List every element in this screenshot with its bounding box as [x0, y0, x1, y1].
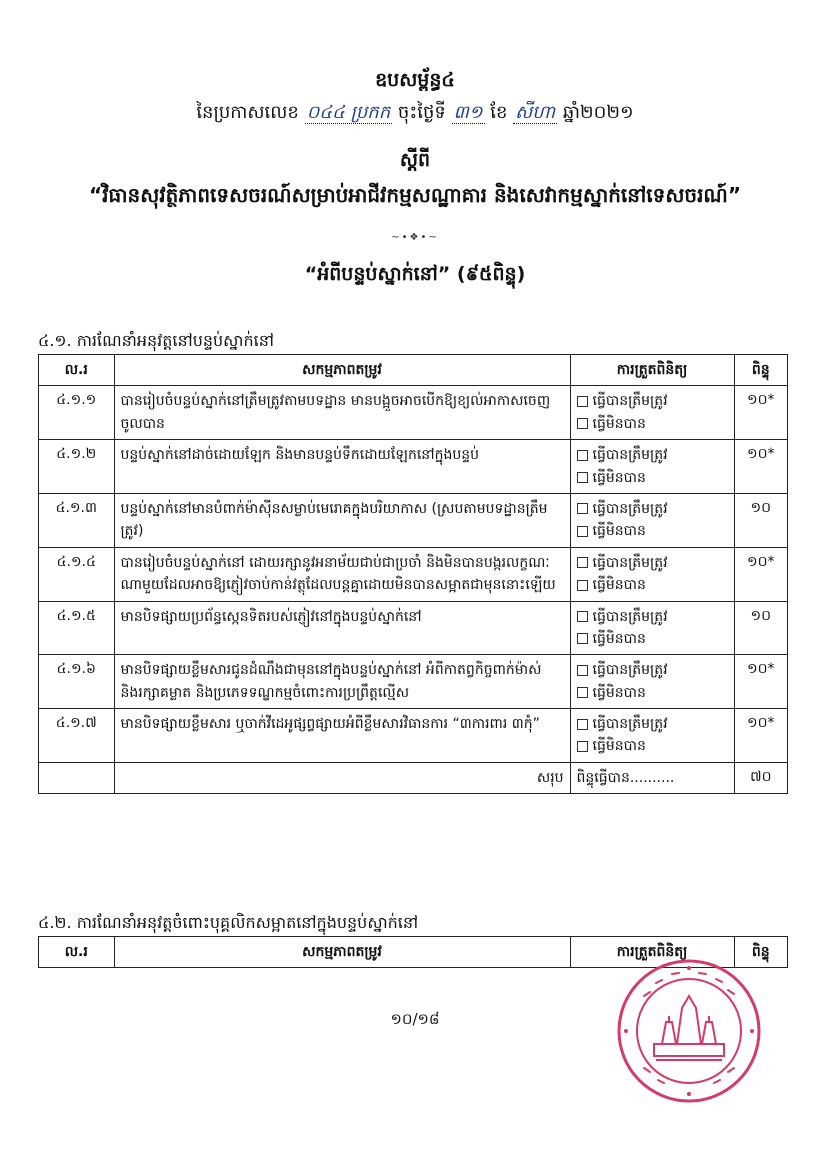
date-year: ឆ្នាំ២០២១ — [562, 102, 634, 123]
check-done[interactable] — [577, 659, 728, 681]
check-not-done[interactable] — [577, 413, 728, 435]
check-done[interactable] — [577, 444, 728, 466]
row-check — [570, 386, 734, 440]
date-month-prefix: ខែ — [490, 102, 508, 123]
section1-heading: ៤.១. ការណែនាំអនុវត្តនៅបន្ទប់ស្នាក់នៅ — [38, 331, 274, 350]
check-not-done-label: ធ្វើមិនបាន — [592, 684, 646, 701]
check-done-label: ធ្វើបានត្រឹមត្រូវ — [592, 608, 668, 625]
checkbox-icon[interactable] — [577, 396, 588, 407]
check-done[interactable] — [577, 606, 728, 628]
check-not-done[interactable] — [577, 467, 728, 489]
check-done-label: ធ្វើបានត្រឹមត្រូវ — [592, 447, 668, 464]
row-activity: បន្ទប់ស្នាក់នៅមានបំពាក់ម៉ាស៊ីនសម្លាប់មេរោគក្នុងបរិយាកាស (ស្របតាមបទដ្ឋានត្រឹមត្រូវ) — [114, 493, 570, 547]
row-points: ១០ — [734, 493, 787, 547]
col-activity: សកម្មភាពតម្រូវ — [114, 937, 570, 968]
row-number: ៤.១.២ — [39, 440, 115, 494]
row-points: ១០* — [734, 709, 787, 763]
row-activity: មានបិទផ្សាយខ្លឹមសារ ឬចាក់វីដេអូផ្សព្វផ្សាយអំពីខ្លឹមសារវិធានការ “៣ការពារ ៣កុំ” — [114, 709, 570, 763]
col-number: ល.រ — [39, 355, 115, 386]
table-row — [39, 655, 788, 709]
check-not-done-label: ធ្វើមិនបាន — [592, 415, 646, 432]
row-activity: មានបិទផ្សាយខ្លឹមសារជូនដំណឹងជាមុននៅក្នុងបន្ទប់ស្នាក់នៅ អំពីកាតព្វកិច្ចពាក់ម៉ាស់ និងរក្សាគម្លាត និងប្រភេទទណ្ឌកម្មចំពោះការប្រព្រឹត្តល្មើស — [114, 655, 570, 709]
ornament-divider: ~•❖•~ — [391, 232, 439, 243]
total-row — [39, 762, 788, 793]
checkbox-icon[interactable] — [577, 719, 588, 730]
check-not-done[interactable] — [577, 574, 728, 596]
row-activity: បន្ទប់ស្នាក់នៅដាច់ដោយឡែក និងមានបន្ទប់ទឹកដោយឡែកនៅក្នុងបន្ទប់ — [114, 440, 570, 494]
section1-table — [38, 354, 788, 794]
annex-title: ឧបសម្ព័ន្ធ៤ — [375, 69, 455, 91]
col-check: ការត្រួតពិនិត្យ — [570, 355, 734, 386]
row-number: ៤.១.១ — [39, 386, 115, 440]
check-done[interactable] — [577, 390, 728, 412]
col-points: ពិន្ទុ — [734, 937, 787, 968]
col-activity: សកម្មភាពតម្រូវ — [114, 355, 570, 386]
check-not-done-label: ធ្វើមិនបាន — [592, 577, 646, 594]
row-points: ១០* — [734, 547, 787, 601]
check-done-label: ធ្វើបានត្រឹមត្រូវ — [592, 554, 668, 571]
section2-heading: ៤.២. ការណែនាំអនុវត្តចំពោះបុគ្គលិកសម្អាតនៅក្នុងបន្ទប់ស្នាក់នៅ — [38, 913, 419, 932]
check-done[interactable] — [577, 713, 728, 735]
row-number: ៤.១.៣ — [39, 493, 115, 547]
page-number: ១០/១៨ — [390, 1010, 440, 1028]
table-row — [39, 547, 788, 601]
date-month: សីហា — [515, 102, 556, 123]
official-seal-icon — [614, 956, 764, 1106]
check-not-done-label: ធ្វើមិនបាន — [592, 523, 646, 540]
section-subtitle: “អំពីបន្ទប់ស្នាក់នៅ” (៩៥ពិន្ទុ) — [304, 263, 526, 285]
row-check — [570, 655, 734, 709]
checkbox-icon[interactable] — [577, 580, 588, 591]
check-not-done-label: ធ្វើមិនបាន — [592, 738, 646, 755]
checkbox-icon[interactable] — [577, 741, 588, 752]
table-row — [39, 440, 788, 494]
row-activity: មានបិទផ្សាយប្រព័ន្ធស្កេនទិតរបស់ភ្ញៀវនៅក្នុងបន្ទប់ស្នាក់នៅ — [114, 601, 570, 655]
row-points: ១០* — [734, 655, 787, 709]
col-check: ការត្រួតពិនិត្យ — [570, 937, 734, 968]
checkbox-icon[interactable] — [577, 665, 588, 676]
checkbox-icon[interactable] — [577, 450, 588, 461]
row-check — [570, 440, 734, 494]
check-not-done[interactable] — [577, 628, 728, 650]
check-done[interactable] — [577, 498, 728, 520]
total-label: សរុប — [114, 762, 570, 793]
check-done-label: ធ្វើបានត្រឹមត្រូវ — [592, 393, 668, 410]
table-row — [39, 601, 788, 655]
checkbox-icon[interactable] — [577, 557, 588, 568]
row-number: ៤.១.៤ — [39, 547, 115, 601]
row-activity: បានរៀបចំបន្ទប់ស្នាក់នៅ ដោយរក្សានូវអនាម័យជាប់ជាប្រចាំ និងមិនបានបង្ករលក្ខណៈណាមួយដែលអាចឱ្យភ្ញៀវចាប់កាន់វត្ថុដែលបន្តគ្នាដោយមិនបានសម្អាតជាមុននោះឡើយ — [114, 547, 570, 601]
prakas-number: ០៤៤ ប្រកក — [306, 102, 391, 123]
col-number: ល.រ — [39, 937, 115, 968]
table-row — [39, 709, 788, 763]
row-check — [570, 601, 734, 655]
check-not-done-label: ធ្វើមិនបាន — [592, 469, 646, 486]
document-title: “វិធានសុវត្ថិភាពទេសចរណ៍សម្រាប់អាជីវកម្មសណ្ឋាគារ និងសេវាកម្មស្នាក់នៅទេសចរណ៍” — [88, 183, 741, 207]
table-header-row — [39, 355, 788, 386]
row-points: ១០* — [734, 440, 787, 494]
row-check — [570, 493, 734, 547]
checkbox-icon[interactable] — [577, 418, 588, 429]
row-points: ១០ — [734, 601, 787, 655]
table-row — [39, 493, 788, 547]
row-activity: បានរៀបចំបន្ទប់ស្នាក់នៅត្រឹមត្រូវតាមបទដ្ឋាន មានបង្អួចអាចបើកឱ្យខ្យល់អាកាសចេញចូលបាន — [114, 386, 570, 440]
check-not-done[interactable] — [577, 520, 728, 542]
table-row — [39, 386, 788, 440]
date-day-prefix: ចុះថ្ងៃទី — [397, 102, 446, 123]
row-check — [570, 709, 734, 763]
checkbox-icon[interactable] — [577, 526, 588, 537]
concerning-label: ស្តីពី — [399, 149, 431, 171]
checkbox-icon[interactable] — [577, 633, 588, 644]
check-done[interactable] — [577, 552, 728, 574]
check-not-done[interactable] — [577, 735, 728, 757]
check-not-done[interactable] — [577, 682, 728, 704]
row-check — [570, 547, 734, 601]
col-points: ពិន្ទុ — [734, 355, 787, 386]
total-points: ៧០ — [734, 762, 787, 793]
check-not-done-label: ធ្វើមិនបាន — [592, 630, 646, 647]
prakas-reference — [0, 100, 830, 127]
row-number: ៤.១.៦ — [39, 655, 115, 709]
date-day: ៣១ — [453, 102, 483, 123]
total-achieved: ពិន្ទុធ្វើបាន.......... — [570, 762, 734, 793]
checkbox-icon[interactable] — [577, 687, 588, 698]
prakas-prefix: នៃប្រកាសលេខ — [196, 102, 299, 123]
row-number: ៤.១.៧ — [39, 709, 115, 763]
checkbox-icon[interactable] — [577, 611, 588, 622]
row-number: ៤.១.៥ — [39, 601, 115, 655]
row-points: ១០* — [734, 386, 787, 440]
checkbox-icon[interactable] — [577, 503, 588, 514]
check-done-label: ធ្វើបានត្រឹមត្រូវ — [592, 716, 668, 733]
total-empty-cell — [39, 762, 115, 793]
checkbox-icon[interactable] — [577, 472, 588, 483]
check-done-label: ធ្វើបានត្រឹមត្រូវ — [592, 662, 668, 679]
check-done-label: ធ្វើបានត្រឹមត្រូវ — [592, 500, 668, 517]
